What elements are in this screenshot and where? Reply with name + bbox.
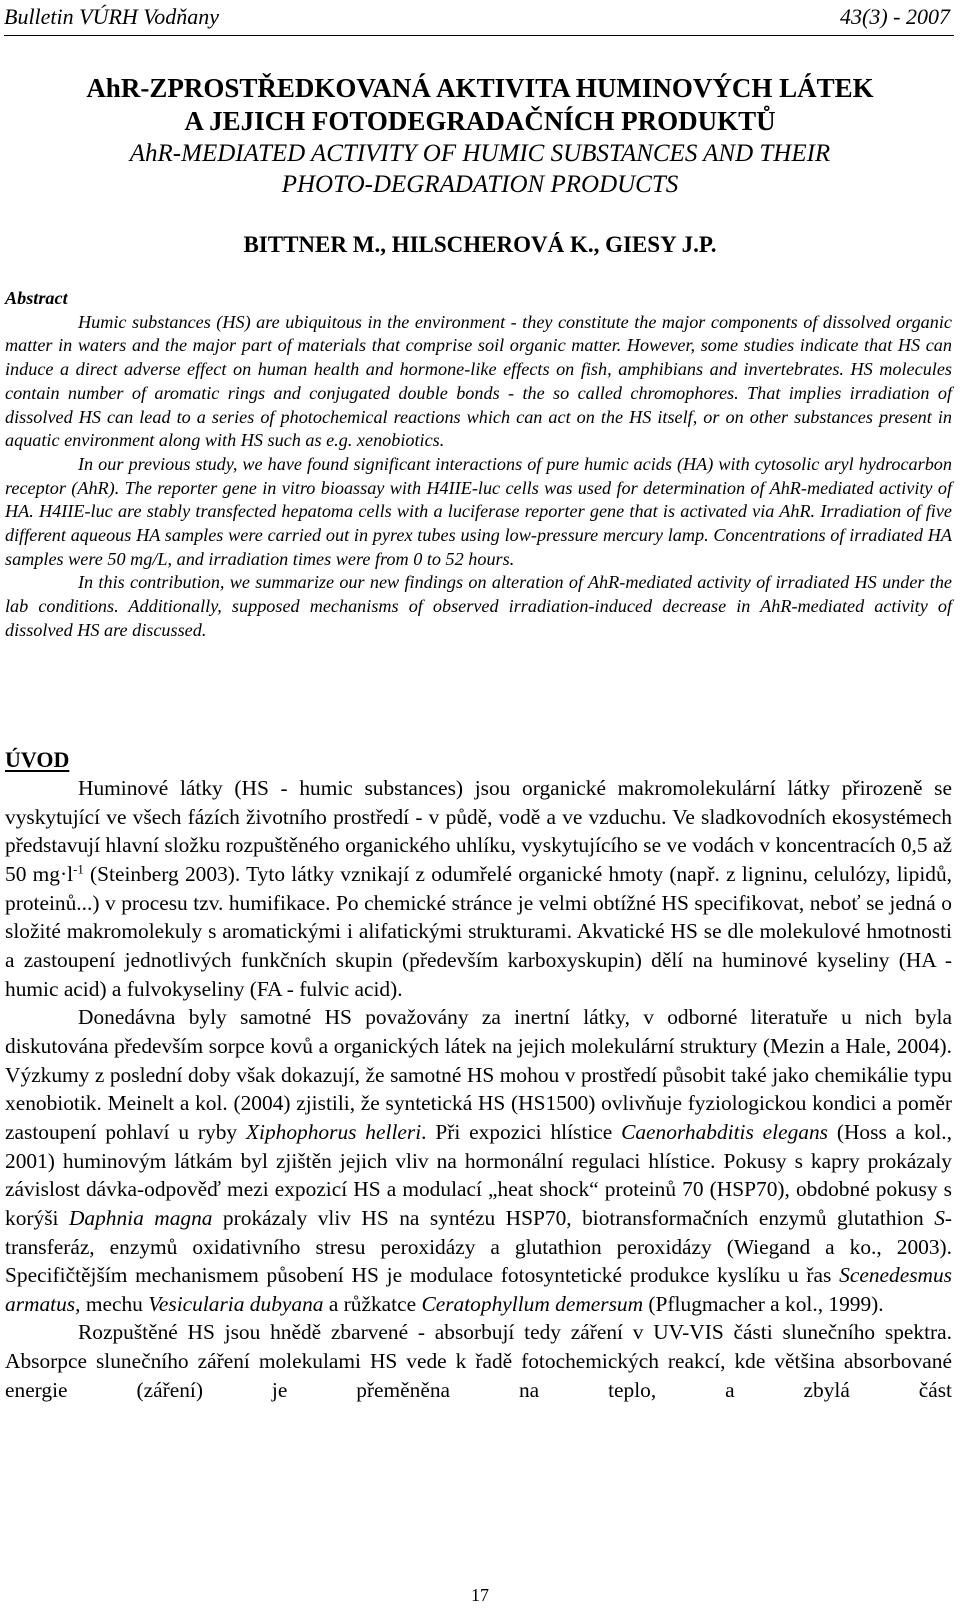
body-text: a růžkatce [323, 1291, 422, 1316]
body-text: (Pflugmacher a kol., 1999). [643, 1291, 884, 1316]
italic-prefix: S [934, 1205, 945, 1230]
abstract-paragraph: In our previous study, we have found significant interactions of pure humic acids (HA) with cytosolic aryl hydrocarbon receptor (AhR). The reporter gene in vitro bioassay with H4IIE-luc cells was used for determination of AhR-mediated activity of HA. H4IIE-luc are stably transfected hepatoma cells with a luciferase reporter gene that is activated via AhR. Irradiation of five different aqueous HA samples were carried out in pyrex tubes using low-pressure mercury lamp. Concentrations of irradiated HA samples were 50 mg/L, and irradiation times were from 0 to 52 hours. [5, 453, 952, 569]
title-en-line-2: PHOTO-DEGRADATION PRODUCTS [281, 171, 679, 198]
title-en-line-1: AhR-MEDIATED ACTIVITY OF HUMIC SUBSTANCES AND THEIR [129, 140, 831, 167]
species-name: Xiphophorus helleri [245, 1119, 422, 1144]
body-text: -transferáz, enzymů oxidativního stresu peroxidázy a glutathion peroxidázy (Wiegand a ko., 2003). Specifičtějším mechanismem působení HS je modulace fotosyntetické produkce kyslíku u řas [5, 1205, 953, 1288]
abstract-paragraph: Humic substances (HS) are ubiquitous in the environment - they constitute the major components of dissolved organic matter in waters and the major part of materials that comprise soil organic matter. However, some studies indicate that HS can induce a direct adverse effect on human health and hormone-like effects on fish, amphibians and invertebrates. HS molecules contain number of aromatic rings and conjugated double bonds - the so called chromophores. That implies irradiation of dissolved HS can lead to a series of photochemical reactions which can act on the HS itself, or on other substances present in aquatic environment along with HS such as e.g. xenobiotics. [5, 311, 952, 451]
abstract-heading: Abstract [5, 288, 68, 308]
species-name: Daphnia magna [68, 1205, 213, 1230]
title-cz-line-2: A JEJICH FOTODEGRADAČNÍCH PRODUKTŮ [184, 106, 776, 136]
body-text: Donedávna byly samotné HS považovány za inertní látky, v odborné literatuře u nich byla diskutována především sorpce kovů a organických látek na jejich molekulární struktury (Mezin a Hale, 2004). Výzkumy z poslední doby však dokazují, že samotné HS mohou v prostředí působit také jako chemikálie typu xenobiotik. Meinelt a kol. (2004) zjistili, že syntetická HS (HS1500) ovlivňuje fyziologickou kondici a poměr zastoupení pohlaví u ryby [5, 1005, 952, 1144]
body-text: . Při expozici hlístice [421, 1119, 622, 1144]
species-name: Vesicularia dubyana [148, 1291, 324, 1316]
body-paragraph-1 [5, 774, 952, 1003]
article-title [0, 72, 960, 200]
body-text: Huminové látky (HS - humic substances) jsou organické makromolekulární látky přirozeně se vyskytující ve všech fázích životního prostředí - v půdě, vodě a ve vzduchu. Ve sladkovodních ekosystémech představují hlavní složku rozpuštěného organického uhlíku, vyskytujícího se ve vodách v koncentracích 0,5 až 50 mg·l [5, 776, 952, 886]
body-text: prokázaly vliv HS na syntézu HSP70, biotransformačních enzymů glutathion [212, 1205, 935, 1230]
body-text: (Hoss a kol., 2001) huminovým látkám byl zjištěn jejich vliv na hormonální regulaci hlístice. Pokusy s kapry prokázaly závislost dávka-odpověď mezi expozicí HS a modulací „heat shock“ proteinů 70 (HSP70), obdobné pokusy s korýši [5, 1119, 952, 1230]
species-name: Scenedesmus armatus [5, 1263, 952, 1316]
species-name: Caenorhabditis elegans [621, 1119, 829, 1144]
header-divider [4, 35, 954, 36]
body-paragraph-3: Rozpuštěné HS jsou hnědě zbarvené - absorbují tedy záření v UV-VIS části slunečního spektra. Absorpce slunečního záření molekulami HS vede k řadě fotochemických reakcí, kde většina absorbované energie (záření) je přeměněna na teplo, a zbylá část [5, 1320, 952, 1402]
authors: BITTNER M., HILSCHEROVÁ K., GIESY J.P. [243, 232, 717, 257]
body-text: , mechu [75, 1291, 149, 1316]
uvod-body [5, 774, 952, 1404]
superscript: -1 [73, 862, 84, 877]
running-header [4, 2, 950, 32]
body-text: (Steinberg 2003). Tyto látky vznikají z odumřelé organické hmoty (např. z ligninu, celulózy, lipidů, proteinů...) v procesu tzv. humifikace. Po chemické stránce je velmi obtížné HS specifikovat, neboť se jedná o složité makromolekuly s aromatickými i alifatickými strukturami. Akvatické HS se dle molekulové hmotnosti a zastoupení jednotlivých funkčních skupin (především karboxyskupin) dělí na huminové kyseliny (HA - humic acid) a fulvokyseliny (FA - fulvic acid). [5, 861, 953, 1001]
body-paragraph-2 [5, 1003, 952, 1318]
journal-issue: 43(3) - 2007 [840, 4, 950, 29]
page-number: 17 [471, 1585, 489, 1605]
abstract-paragraph: In this contribution, we summarize our new findings on alteration of AhR-mediated activity of irradiated HS under the lab conditions. Additionally, supposed mechanisms of observed irradiation-induced decrease in AhR-mediated activity of dissolved HS are discussed. [5, 572, 952, 640]
abstract [5, 287, 952, 643]
journal-name: Bulletin VÚRH Vodňany [4, 4, 220, 29]
section-heading-uvod: ÚVOD [5, 747, 70, 772]
title-cz-line-1: AhR-ZPROSTŘEDKOVANÁ AKTIVITA HUMINOVÝCH LÁTEK [86, 73, 874, 103]
species-name: Ceratophyllum demersum [421, 1291, 644, 1316]
